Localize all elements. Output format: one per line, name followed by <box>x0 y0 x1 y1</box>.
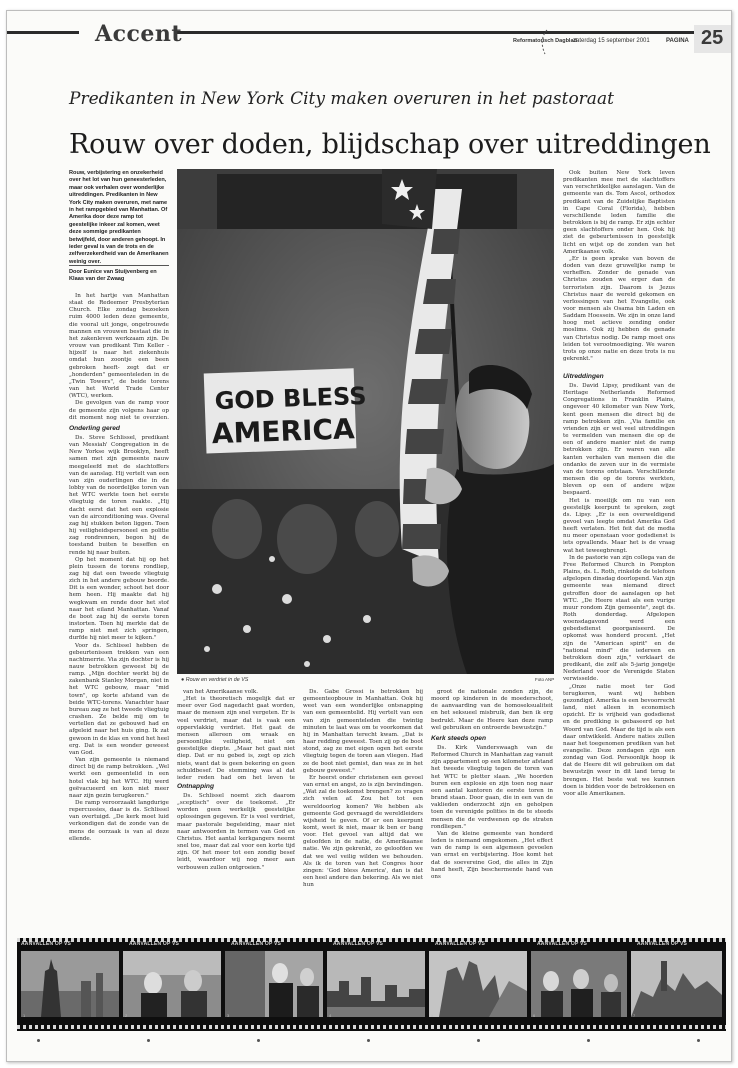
page-header <box>7 11 731 55</box>
flag-vigil-photo <box>177 169 554 674</box>
sign-text-1: GOD BLESS <box>214 381 367 416</box>
photo-filmstrip <box>17 939 726 1031</box>
meeting-photo <box>123 951 221 1017</box>
article-paragraph: Het is moeilijk om nu van een geestelijk keerpunt te spreken, zegt ds. Lipsy. „Er is een overweldigend gevoel van leegte omdat Amerika God heeft verlaten. Het feit dat de media nu meer openstaan voor godsdienst is iets opvallends. Maar het is de vraag wat het teweegbrengt. <box>563 497 675 554</box>
article-paragraph: In het hartje van Manhattan staat de Redeemer Presbyterian Church. Elke zondag bezoeken ruim 4000 leden deze gemeente, die vooral uit jonge, ongetrouwde mannen en vrouwen bestaat die in het zakenleven werkzaam zijn. De vrouw van predikant Tim Keller -hijzelf is naar het ziekenhuis omdat hun zoontje een been gebroken heeft- zegt dat er „honderden" gemeenteleden in de „Twin Towers", de beide torens van het World Trade Center (WTC), werken. <box>69 293 169 400</box>
section-title: Accent <box>95 21 183 47</box>
subhead-uitreddingen: Uitreddingen <box>563 373 604 380</box>
article-paragraph: De gevolgen van de ramp voor de gemeente zijn volgens haar op dit moment nog niet te overzien. <box>69 400 169 421</box>
column-6 <box>563 170 675 368</box>
column-3 <box>303 689 423 905</box>
debris-photo <box>631 951 722 1017</box>
article-paragraph: Van zijn gemeente is niemand direct bij de ramp betrokken. „Wel werkt een gemeentelid in een hotel vlak bij het WTC. Hij werd geëvacueerd en kon niet meer naar zijn gezin terugkeren." <box>69 757 169 799</box>
filmstrip-label: AANVALLEN OP VS <box>333 941 384 947</box>
sign-text-2: AMERICA <box>211 412 356 451</box>
article-paragraph: van het Amerikaanse volk. <box>183 689 259 695</box>
column-2 <box>177 689 295 779</box>
article-byline: Door Eunice van Stuijvenberg en Klaas van der Zwaag <box>69 269 157 283</box>
article-paragraph: Ook buiten New York leven predikanten mee met de slachtoffers van verschrikkelijke aanslagen. Van de gemeente van ds. Tom Ascol, orthodox predikant van de Zuidelijke Baptisten in Cape Coral (Florida), hebben verschillende leden familie die betrokken is bij de ramp. Er zijn echter geen slachtoffers onder hen. Ook hij ziet de gebeurtenissen in geestelijk licht en wijst op de zonden van het Amerikaanse volk. <box>563 170 675 255</box>
paper-name: Reformatorisch Dagblad <box>513 38 577 44</box>
article-paragraph: De ramp veroorzaakt langdurige repercussies, daar is ds. Schlissel van overtuigd. „De kerk moet luid verkondigen dat de zonde van de mens de oorzaak is van al deze ellende. <box>69 799 169 842</box>
film-frame: 7 <box>631 951 722 1017</box>
swoosh-icon <box>538 29 550 55</box>
column-4b <box>431 745 553 905</box>
article-paragraph: Op het moment dat hij op het plein tussen de torens rondliep, zag hij dat een tweede vliegtuig zich in het andere gebouw boorde. Dit is een wonder, schoot het door hem heen. Hij maakte dat hij wegkwam en rende door het stof naar het eiland Manhattan. Vanaf de boot zag hij de eerste toren instorten. Toen hij merkte dat de ramp niet met zich springen, durfde hij niet meer te kijken." <box>69 556 169 642</box>
article-paragraph: Ds. Kirk Vanderswaagh van de Reformed Church in Manhattan zag vanuit zijn appartement op een kilometer afstand het tweede vliegtuig tegen de toren van het WTC te pletter slaan. „We hoorden buren een explosie en zijn toen nog naar een aantal kantoren de eerste toren in brand staan. Door gaan, die in een van de vaklieden onderzocht zijn en geholpen toen de verenigde polities in de te steeds mensen die de verdwenen op de straten rondliepen." <box>431 745 553 830</box>
ruins-photo <box>429 951 527 1017</box>
column-6b <box>563 383 675 905</box>
article-paragraph: Er heerst onder christenen een gevoel van ernst en angst, zo is zijn bevindingen. „Wat zal de toekomst brengen? zo vragen zich velen af. Zou het tot een wereldoorlog komen? We hebben als gemeente God gevraagd de wereldleiders wijsheid te geven. Of er een keerpunt komt, weet ik niet, maar ik ben er bang voor. Het gevoel van altijd dat we geloofden in de natie, de Amerikaanse natie. We zijn gekrenkt, zo geloofden we dat we wel veilig wilden we behouden. Als ik de toren van het Congres hoor zingen: 'God bless America', dan is dat een heel andere dan bekering. Als we niet hun <box>303 774 423 889</box>
newspaper-page <box>6 10 732 1062</box>
article-paragraph: Ds. David Lipsy, predikant van de Heritage Netherlands Reformed Congregations in Franklin Plains, ongeveer 40 kilometer van New York, kent geen mensen die direct bij de ramp betrokken zijn. „Via familie en vrienden zijn er wel veel uitreddingen te vermelden van mensen die op de een of andere manier niet de ramp betrokken zijn. Er waren van alle kanten verhalen van mensen die die ondanks de zeven uur in de vermiste van de torens ontstaan. Verschillende mensen die op de torens werkten, bleven op een of andere wijze bespaard. <box>563 383 675 497</box>
issue-date: zaterdag 15 september 2001 <box>573 38 650 44</box>
crowd-photo <box>531 951 627 1017</box>
subhead-ontnapping: Ontnapping <box>177 783 214 790</box>
officials-photo <box>225 951 323 1017</box>
article-paragraph: „Het is theoretisch mogelijk dat er meer over God nagedacht gaat worden, maar de mensen zijn snel vergeten. Er is veel verdriet, maar dat is vaak een oppervlakkig verdriet. Het gaat de mensen allereen om wraak en persoonlijke veiligheid, niet om geestelijke diepte. „Maar het gaat niet diep. Dat er nu gebed is, zegt op zich niets, want dat is geen bekering en geen schuldbesef. De stemming was al dat ieder reden had om het leven te <box>177 696 295 779</box>
subhead-kerk-steeds-open: Kerk steeds open <box>431 735 486 742</box>
article-intro: Rouw, verbijstering en onzekerheid over het lot van hun geneesterleden, maar ook verhalen over wonderlijke uitreddingen. Predikanten in New York City maken overuren, met name in het rampgebied van Manhattan. Of Amerika door deze ramp tot geestelijke inkeer zal komen, weet deze sommige predikanten betwijfeld, door anderen gehoopt. In ieder geval is van de trots en de zelfverzekerdheid van de Amerikanen weinig over. <box>69 170 169 265</box>
article-headline: Rouw over doden, blijdschap over uitreddingen <box>69 129 711 160</box>
article-paragraph: groot de nationale zonden zijn, de moord op kinderen in de moederschoot, de aanvaarding van de homoseksualiteit en het seksueel misbruik, dan ben ik erg bedrukt. Maar de Heere kan deze ramp wel gebruiken en ontroerde bewustzijn." <box>431 689 553 731</box>
filmstrip-label: AANVALLEN OP VS <box>231 941 282 947</box>
article-paragraph: „Er is geen sprake van boven de doden van deze gruwelijke ramp te verheffen. Zonder de genade van Christus zouden we erger dan de terroristen zijn. Daarom is Jezus Christus naar de wereld gekomen en verlossingen van het Evangelie, ook voor mensen als Osama bin Laden en Saddam Hoessein. We zijn in onze land hoog met actieve zending onder moslims. Ook zij hebben de genade van Christus nodig. De ramp moet ons leiden tot verootmoediging. We waren trots op onze natie en deze trots is nu gekrenkt." <box>563 255 675 363</box>
column-1b <box>69 435 169 905</box>
filmstrip-label: AANVALLEN OP VS <box>129 941 180 947</box>
photo-credit: Foto ANP <box>535 677 555 682</box>
article-paragraph: Ds. Steve Schlissel, predikant van Messiah' Congregation in de New Yorkse wijk Brooklyn, heeft samen met zijn gemeente nauw meegeleefd met de slachtoffers van de aanslag. Hij vertelt van een van zijn ouderlingen die in de lobby van de noordelijke toren van het WTC werkte toen het eerste vliegtuig de toren raakte. „Hij dacht eerst dat het een explosie van de airconditioning was. Overal zag hij stukken beton liggen. Toen hij veiligheidspersoneel en politie zag rondrennen, begon hij de toestand buiten te beseffen en rende hij naar buiten. <box>69 435 169 556</box>
column-4 <box>431 689 553 733</box>
column-1 <box>69 293 169 421</box>
filmstrip-label: AANVALLEN OP VS <box>537 941 588 947</box>
film-frame: 6 <box>531 951 627 1017</box>
article-paragraph: Voor ds. Schlissel hebben de gebeurtenissen trekken van een nachtmerrie. Via zijn dochter is hij nauw betrokken geweest bij de ramp. „Mijn dochter werkt bij de zakenbank Stanley Morgan, niet in het WTC gebouw, maar "mid town", op korte afstand van de beide WTC-torens. Vanachter haar bureau zag ze het tweede vliegtuig crashen. Ze belde mij om te vertellen dat ze gebouwd had en afgeleid naar het huis ging. Ik zat gewoon in de klas en vond het heel erg. Dat is een wonder geweest van God. <box>69 642 169 756</box>
filmstrip-label: AANVALLEN OP VS <box>637 941 688 947</box>
pagina-label: PAGINA <box>666 38 689 44</box>
statue-of-liberty-photo <box>21 951 119 1017</box>
film-frame: 2 <box>123 951 221 1017</box>
article-paragraph: Van de kleine gemeente van honderd leden is niemand omgekomen. „Het effect van de ramp is een algemeen gevoelen van ernst en verbijstering. Hoe komt het dat de soevereine God, die alles in Zijn hand heeft, Zijn beschermende hand van ons <box>431 830 553 880</box>
subhead-onderling-gered: Onderling gered <box>69 425 120 432</box>
main-photo <box>177 169 554 674</box>
article-paragraph: Ds. Schlissel noemt zich daarom „sceptisch" over de toekomst. „Er worden geen werkelijk geestelijke oplossingen gegeven. Er is veel verdriet, maar pastorale begeleiding, maar niet naar antwoorden in termen van God en Christus. Het aantal kerkgangers neemt snel toe, maar dat zal voor een korte tijd zijn. Of het meer tot een zondig besef leidt, waardoor wij nog meer aan verbouwen zullen ontgroeien." <box>177 793 295 871</box>
page-number: 25 <box>701 27 724 49</box>
film-frame: 4 <box>327 951 425 1017</box>
article-kicker: Predikanten in New York City maken overuren in het pastoraat <box>69 89 614 109</box>
filmstrip-label: AANVALLEN OP VS <box>435 941 486 947</box>
article-paragraph: In de pastorie van zijn collega van de Free Reformed Church in Pompton Plains, ds. L. Roth, rinkelde de telefoon afgelopen dinsdag doorlopend. Van zijn gemeente was niemand direct getroffen door de aanslagen op het WTC. „De Heere staat als een vurige muur rondom Zijn gemeente", zegt ds. Roth donderdag. Afgelopen woensdagavond werd een gebedsdienst georganiseerd. De opkomst was honderd procent. „Het zijn de "American spirit" en de "national mind" die iedereen en betrokken doen zijn," verklaart de predikant, die zelf als 5-jarig jongetje Nederland voor de Verenigde Staten verwisselde. <box>563 554 675 683</box>
photo-caption: ● Rouw en verdriet in de VS <box>181 677 249 683</box>
article-paragraph: „Onze natie moet ter God terugkeren, want wij hebben gezondigd. Amerika is een bevoorrecht land, niet alleen in economisch opzicht. Er is vrijheid van godsdienst en de prediking is gebaseerd op het Woord van God. Maar de tijd is als een daar ontwikkeld. Andere naties zullen naar het toegenomen prediken van het evangelie. Deze zondagen zijn een zondag van God. Persoonlijk hoop ik dat de Heere dit wil gebruiken om dat bewustzijn weer in dit land terug te brengen. Het beste wat we kunnen doen is bidden voor de betrokkenen en voor alle Amerikanen. <box>563 683 675 797</box>
film-frame: 5 <box>429 951 527 1017</box>
column-2b <box>177 793 295 905</box>
article-paragraph: Ds. Gabe Grossi is betrokken bij gemeenteopbouw in Manhattan. Ook hij weet van een wonderlijke ontsnapping van een gemeentelid. Hij vertelt van een van zijn gemeenteleden die twintig minuten te laat was om te voorkomen dat hij in Manhattan terecht kwam. „Dat is haar redding geweest. Toen zij op de boot stond, zag ze met eigen ogen het eerste vliegtuig tegen de toren aan vliegen. Had ze de boot niet gemist, dan was ze in het gebouw geweest." <box>303 689 423 774</box>
film-frame: 3 <box>225 951 323 1017</box>
skyline-photo <box>327 951 425 1017</box>
film-frame: 1 <box>21 951 119 1017</box>
filmstrip-label: AANVALLEN OP VS <box>21 941 72 947</box>
